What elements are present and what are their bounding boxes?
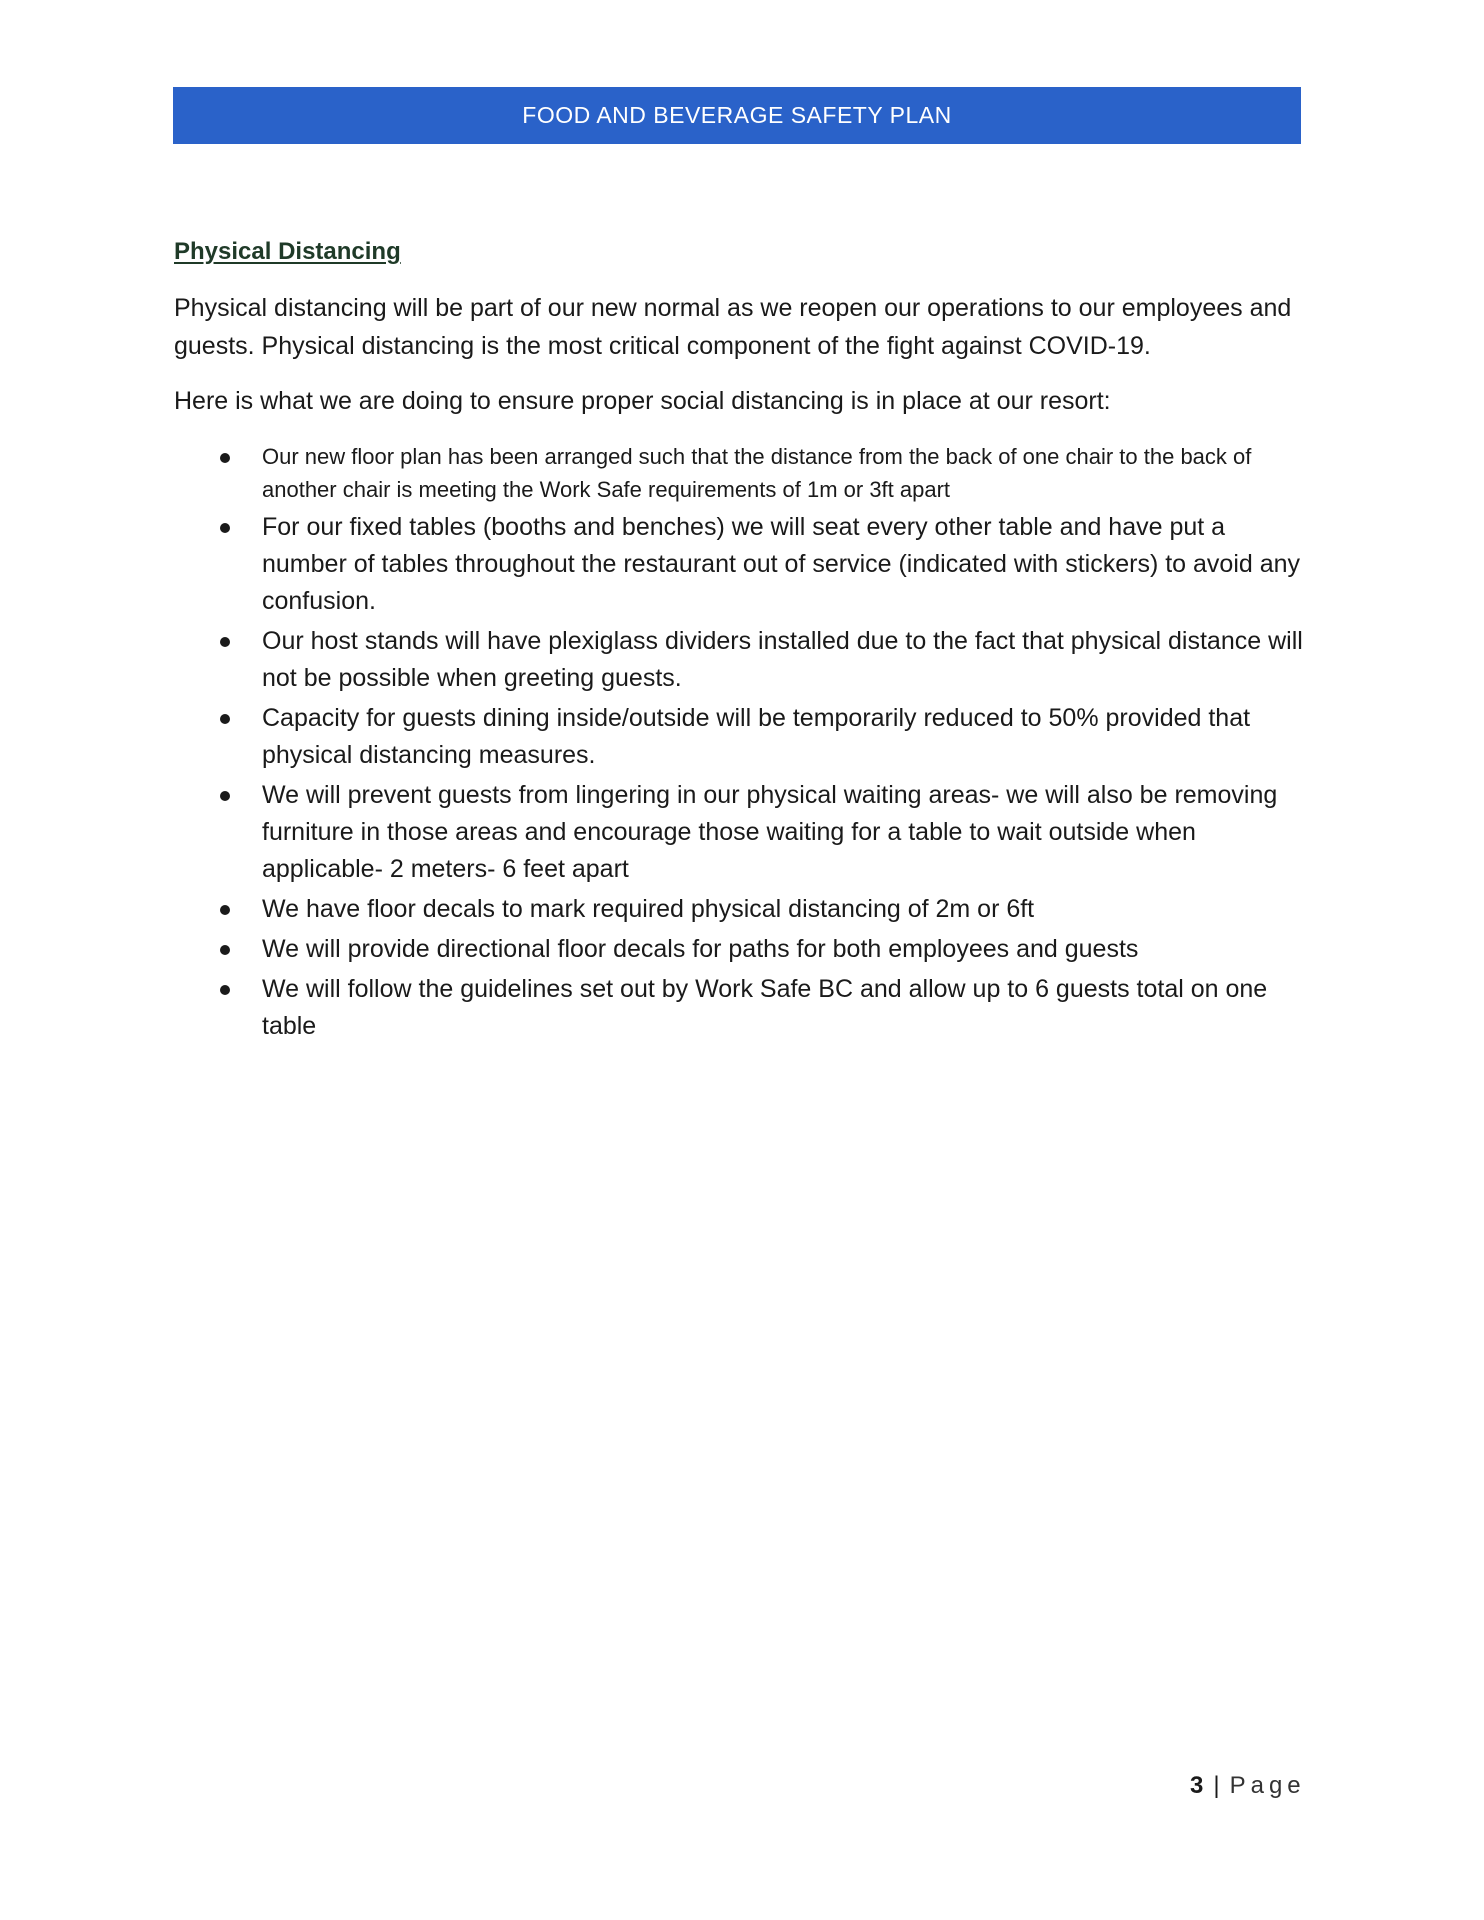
list-item-text: We will follow the guidelines set out by Work Safe BC and allow up to 6 guests total on one table [262, 975, 1268, 1040]
bullet-icon [220, 791, 230, 801]
page-number: 3 [1190, 1772, 1204, 1799]
intro-paragraph: Physical distancing will be part of our new normal as we reopen our operations to our employees and guests. Physical distancing is the most critical component of the fight against COVID-19. [174, 294, 1292, 360]
lead-paragraph: Here is what we are doing to ensure proper social distancing is in place at our resort: [174, 387, 1111, 415]
list-item [174, 777, 1304, 888]
list-item [174, 971, 1304, 1045]
list-item-text: Our new floor plan has been arranged such that the distance from the back of one chair to the back of another chair is meeting the Work Safe requirements of 1m or 3ft apart [262, 444, 1252, 502]
bullet-icon [220, 523, 230, 533]
list-item [174, 623, 1304, 697]
bullet-icon [220, 453, 230, 463]
page-footer [1190, 1772, 1306, 1800]
list-item [174, 440, 1304, 506]
list-item-text: Capacity for guests dining inside/outside will be temporarily reduced to 50% provided that physical distancing measures. [262, 704, 1251, 769]
page-label: Page [1229, 1772, 1306, 1799]
list-item [174, 700, 1304, 774]
list-item-text: We have floor decals to mark required physical distancing of 2m or 6ft [262, 895, 1035, 923]
list-item-text: We will prevent guests from lingering in our physical waiting areas- we will also be removing furniture in those areas and encourage those waiting for a table to wait outside when applicable- 2 meters- 6 feet apart [262, 781, 1278, 883]
bullet-list [174, 440, 1304, 1048]
bullet-icon [220, 714, 230, 724]
bullet-icon [220, 985, 230, 995]
list-item-text: We will provide directional floor decals for paths for both employees and guests [262, 935, 1139, 963]
header-bar [173, 87, 1301, 144]
list-item [174, 509, 1304, 620]
list-item [174, 931, 1304, 968]
list-item-text: For our fixed tables (booths and benches) we will seat every other table and have put a number of tables throughout the restaurant out of service (indicated with stickers) to avoid any confusion. [262, 513, 1301, 615]
bullet-icon [220, 945, 230, 955]
page-separator: | [1213, 1772, 1220, 1799]
section-heading: Physical Distancing [174, 238, 401, 265]
list-item-text: Our host stands will have plexiglass dividers installed due to the fact that physical distance will not be possible when greeting guests. [262, 627, 1303, 692]
bullet-icon [220, 637, 230, 647]
document-title: FOOD AND BEVERAGE SAFETY PLAN [522, 102, 952, 128]
bullet-icon [220, 905, 230, 915]
list-item [174, 891, 1304, 928]
